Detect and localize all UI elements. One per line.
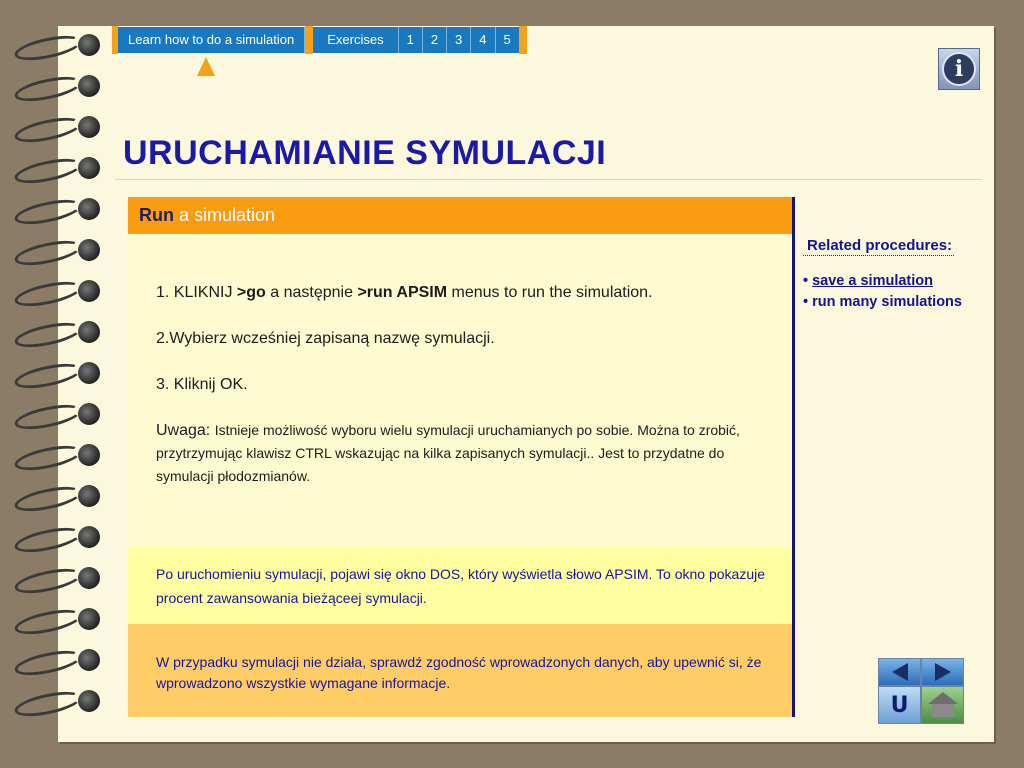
run-apsim-menu-ref: >run APSIM (357, 284, 448, 301)
home-button[interactable] (921, 686, 964, 724)
steps-section (128, 234, 792, 547)
spiral-ring (14, 440, 104, 470)
dos-window-note-text: Po uruchomieniu symulacji, pojawi się okno DOS, który wyświetla słowo APSIM. To okno pokazuje procent zawansowania bieżąceej symulacji. (156, 566, 766, 606)
spiral-ring (14, 358, 104, 388)
related-heading: Related procedures: (803, 237, 954, 256)
step-3: 3. Kliknij OK. (156, 376, 248, 393)
step-1-text: a następnie (265, 284, 358, 301)
related-item: • save a simulation (803, 273, 933, 289)
step-2: 2.Wybierz wcześniej zapisaną nazwę symulacji. (156, 330, 495, 347)
panel-header-text: a simulation (174, 205, 276, 225)
exercise-page-3[interactable]: 3 (447, 27, 471, 53)
spiral-ring (14, 112, 104, 142)
step-1-text: 1. KLIKNIJ (156, 284, 237, 301)
spiral-ring (14, 276, 104, 306)
title-divider (115, 179, 982, 180)
spiral-ring (14, 317, 104, 347)
learn-simulation-button[interactable]: Learn how to do a simulation (118, 27, 305, 53)
step-1-text: menus to run the simulation. (447, 284, 653, 301)
return-button[interactable] (878, 686, 921, 724)
exercise-page-5[interactable]: 5 (496, 27, 519, 53)
previous-button[interactable] (878, 658, 921, 686)
spiral-ring (14, 399, 104, 429)
prev-arrow-icon (892, 663, 908, 681)
spiral-ring (14, 686, 104, 716)
nav-spacer (519, 26, 527, 54)
spiral-binding (0, 30, 110, 730)
dos-window-note (128, 547, 792, 624)
spiral-ring (14, 194, 104, 224)
note-label: Uwaga: (156, 422, 215, 439)
go-menu-ref: >go (236, 284, 266, 301)
note (156, 419, 756, 488)
top-nav (112, 26, 527, 54)
home-icon (928, 692, 958, 718)
related-item: • run many simulations (803, 294, 962, 310)
next-arrow-icon (935, 663, 951, 681)
spiral-ring (14, 235, 104, 265)
related-list (803, 271, 962, 313)
info-icon: i (942, 52, 976, 86)
troubleshoot-note-text: W przypadku symulacji nie działa, sprawdź zgodność wprowadzonych danych, aby upewnić si, że wprowadzono wszystkie wymagane informacje. (156, 654, 762, 691)
spiral-ring (14, 481, 104, 511)
spiral-ring (14, 30, 104, 60)
slide-nav (878, 658, 964, 724)
troubleshoot-note (128, 624, 792, 717)
save-simulation-link[interactable]: save a simulation (812, 273, 933, 289)
exercise-page-2[interactable]: 2 (423, 27, 447, 53)
panel-header-bold: Run (139, 205, 174, 225)
panel-header (128, 197, 792, 234)
spiral-ring (14, 645, 104, 675)
exercise-page-4[interactable]: 4 (471, 27, 495, 53)
spiral-ring (14, 71, 104, 101)
exercises-button[interactable]: Exercises (313, 27, 398, 53)
spiral-ring (14, 153, 104, 183)
return-icon: U (890, 692, 909, 718)
note-text: Istnieje możliwość wyboru wielu symulacji uruchamianych po sobie. Można to zrobić, przytrzymując klawisz CTRL wskazując na kilka zapisanych symulacji.. Jest to przydatne do symulacji płodozmianów. (156, 422, 740, 484)
spiral-ring (14, 563, 104, 593)
step-1 (156, 281, 756, 304)
steps-list (156, 281, 756, 488)
info-button[interactable] (938, 48, 980, 90)
spiral-ring (14, 604, 104, 634)
run-many-simulations-link[interactable]: run many simulations (812, 294, 962, 310)
exercise-page-1[interactable]: 1 (399, 27, 423, 53)
next-button[interactable] (921, 658, 964, 686)
page-title: URUCHAMIANIE SYMULACJI (123, 134, 607, 172)
nav-spacer (305, 26, 313, 54)
run-simulation-panel (128, 197, 792, 717)
current-section-indicator-icon (197, 57, 215, 76)
spiral-ring (14, 522, 104, 552)
panel-divider (792, 197, 795, 717)
